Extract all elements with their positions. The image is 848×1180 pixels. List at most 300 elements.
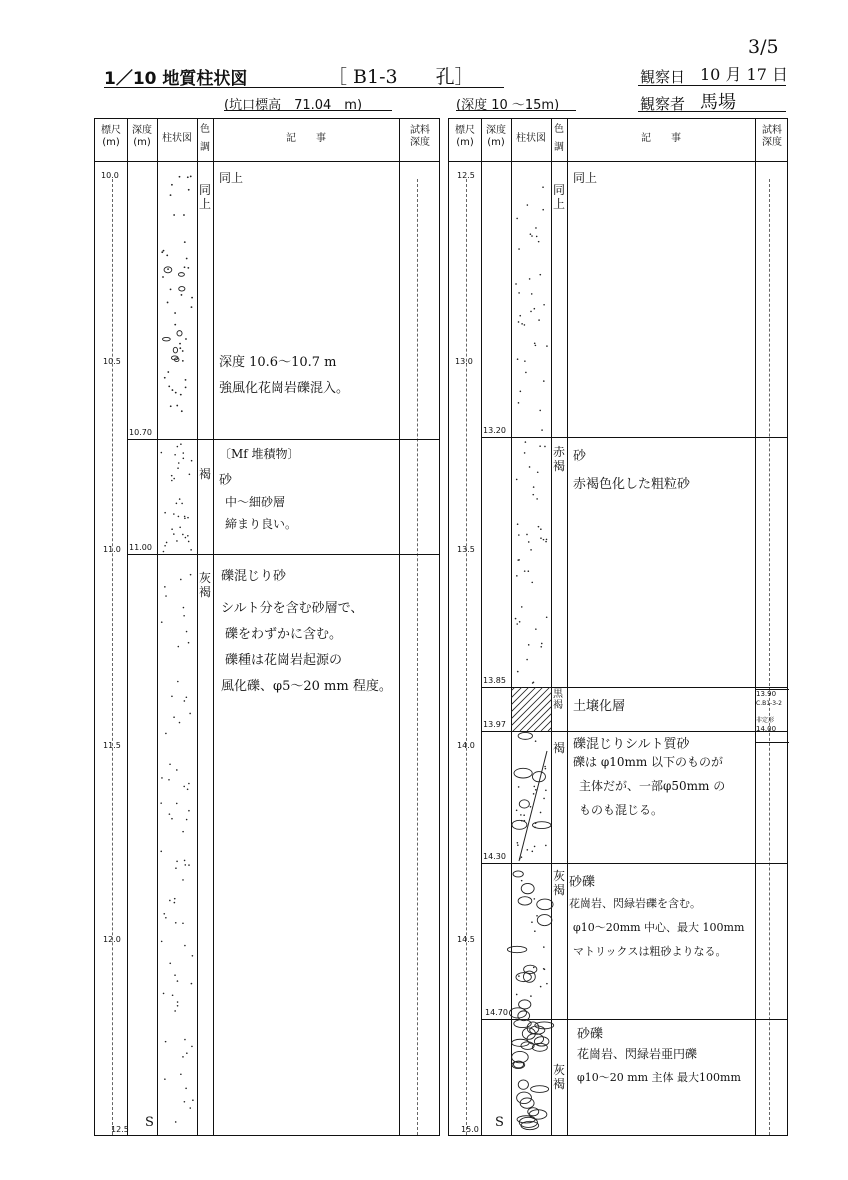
sand-dot — [517, 842, 519, 844]
sand-dot — [163, 250, 165, 252]
note-line: 花崗岩、閃緑岩礫を含む。 — [569, 897, 701, 910]
note-line: ものも混じる。 — [579, 803, 664, 817]
sand-dot — [545, 789, 547, 791]
sand-dot — [171, 695, 173, 697]
sand-dot — [518, 786, 520, 788]
color-tone: 黒 褐 — [553, 689, 563, 711]
gravel-clast — [532, 822, 550, 829]
boundary-depth: 13.97 — [483, 720, 506, 729]
sand-dot — [527, 849, 529, 851]
sand-dot — [173, 513, 175, 515]
sand-dot — [182, 360, 184, 362]
sand-dot — [174, 974, 176, 976]
sand-dot — [531, 582, 533, 584]
note-line: 礫は φ10mm 以下のものが — [573, 755, 724, 769]
sand-dot — [168, 385, 170, 387]
col-divider — [399, 119, 400, 1135]
sand-dot — [184, 517, 186, 519]
sand-dot — [516, 994, 518, 996]
gravel-clast — [531, 1086, 549, 1093]
sand-dot — [185, 387, 187, 389]
sand-dot — [520, 391, 522, 393]
sand-dot — [166, 542, 168, 544]
sand-dot — [536, 498, 538, 500]
sand-dot — [169, 763, 171, 765]
sand-dot — [518, 321, 520, 323]
sand-dot — [173, 716, 175, 718]
sand-dot — [180, 443, 182, 445]
color-header: 色 調 — [200, 124, 210, 153]
bottom-mark: S — [145, 1115, 154, 1130]
sand-dot — [174, 902, 176, 904]
note-line: 礫混じりシルト質砂 — [573, 737, 690, 752]
note-line: 深度 10.6～10.7 m — [219, 355, 337, 370]
sand-dot — [528, 644, 530, 646]
sand-dot — [516, 623, 518, 625]
sand-dot — [520, 814, 522, 816]
page-title: 1／10 地質柱状図 — [104, 69, 248, 89]
header-divider — [449, 161, 787, 162]
sand-dot — [546, 345, 548, 347]
note-line: 中～細砂層 — [225, 495, 286, 509]
note-line: 同上 — [219, 171, 244, 185]
sand-dot — [526, 659, 528, 661]
sand-dot — [191, 983, 193, 985]
sand-dot — [524, 570, 526, 572]
gravel-clast — [519, 1000, 531, 1009]
sand-dot — [177, 1001, 179, 1003]
boundary-depth: 14.70 — [485, 1008, 508, 1017]
sand-dot — [535, 628, 537, 630]
sand-dot — [188, 541, 190, 543]
sand-dot — [525, 441, 527, 443]
sand-dot — [184, 241, 186, 243]
sand-dot — [531, 921, 533, 923]
gravel-clast — [173, 347, 177, 353]
scale-tick-label: 11.5 — [103, 741, 121, 750]
note-line: 風化礫、φ5～20 mm 程度。 — [221, 679, 392, 694]
sand-dot — [188, 810, 190, 812]
soil-hatch — [506, 687, 550, 731]
boundary-depth: 14.30 — [483, 852, 506, 861]
sand-dot — [516, 809, 518, 811]
sand-dot — [543, 539, 545, 541]
sand-dot — [191, 297, 193, 299]
sand-dot — [525, 372, 527, 374]
sand-dot — [537, 471, 539, 473]
col-divider — [127, 119, 128, 1135]
sand-dot — [541, 643, 543, 645]
gravel-clast — [535, 1022, 554, 1029]
note-line: 砂 — [219, 473, 233, 488]
sand-dot — [533, 486, 535, 488]
sand-dot — [517, 559, 519, 561]
color-tone: 褐 — [553, 741, 566, 755]
sand-dot — [183, 214, 185, 216]
sand-dot — [175, 867, 177, 869]
sand-dot — [183, 607, 185, 609]
sand-dot — [544, 446, 546, 448]
sand-dot — [189, 473, 191, 475]
sand-dot — [184, 1039, 186, 1041]
sand-dot — [539, 445, 541, 447]
sand-dot — [187, 517, 189, 519]
sand-dot — [529, 466, 531, 468]
sand-dot — [175, 922, 177, 924]
sand-dot — [182, 452, 184, 454]
scale-tick-label: 11.0 — [103, 545, 121, 554]
sand-dot — [185, 338, 187, 340]
sand-dot — [538, 319, 540, 321]
sand-dot — [161, 621, 163, 623]
sample-depth-bottom: 14.00 — [756, 725, 777, 733]
color-tone: 灰 褐 — [199, 571, 212, 599]
sand-dot — [538, 526, 540, 528]
sand-dot — [189, 1107, 191, 1109]
sand-dot — [543, 380, 545, 382]
sand-dot — [526, 534, 528, 536]
sand-dot — [167, 371, 169, 373]
sand-dot — [160, 851, 162, 853]
sample-header: 試料 深度 — [762, 125, 782, 148]
sand-dot — [515, 618, 517, 620]
note-line: 〔Mf 堆積物〕 — [219, 447, 300, 461]
sand-dot — [174, 898, 176, 900]
sand-dot — [176, 861, 178, 863]
sand-dot — [177, 681, 179, 683]
sand-dot — [192, 1099, 194, 1101]
gravel-clast — [537, 899, 553, 910]
sand-dot — [534, 846, 536, 848]
sand-dot — [182, 922, 184, 924]
gravel-clast — [518, 732, 532, 739]
date-underline — [638, 85, 786, 86]
note-line: 強風化花崗岩礫混入。 — [219, 381, 350, 396]
sand-dot — [184, 266, 186, 268]
sand-dot — [517, 671, 519, 673]
sand-dot — [534, 308, 536, 310]
sample-box — [756, 689, 789, 743]
sample-guide — [417, 179, 418, 1135]
sand-dot — [535, 789, 537, 791]
notes-header: 記 事 — [286, 133, 326, 144]
header-divider — [95, 161, 439, 162]
sand-dot — [535, 227, 537, 229]
sand-dot — [536, 915, 538, 917]
note-line: 赤褐色化した粗粒砂 — [573, 477, 691, 492]
sand-dot — [175, 392, 177, 394]
sand-dot — [535, 740, 537, 742]
sand-dot — [530, 995, 532, 997]
sand-dot — [188, 189, 190, 191]
gravel-clast — [521, 883, 534, 893]
sand-dot — [172, 389, 174, 391]
gravel-clast — [518, 897, 532, 905]
scale-tick-label: 13.5 — [457, 545, 475, 554]
sand-dot — [546, 616, 548, 618]
right-column-pattern — [511, 161, 551, 1135]
sand-dot — [184, 700, 186, 702]
sand-dot — [179, 347, 181, 349]
gravel-clast — [512, 1039, 529, 1046]
sand-dot — [542, 209, 544, 211]
depth-header: 深度 (m) — [486, 125, 506, 148]
right-log-table — [448, 118, 788, 1136]
color-header: 色 調 — [554, 124, 564, 153]
sample-id: C.B1-3-2 — [756, 700, 782, 707]
scale-header: 標尺 (m) — [101, 125, 121, 148]
sand-dot — [532, 851, 534, 853]
col-divider — [755, 119, 756, 1135]
soil-hatch — [513, 687, 557, 731]
gravel-clast — [162, 337, 170, 341]
sand-dot — [176, 803, 178, 805]
sand-dot — [540, 646, 542, 648]
sand-dot — [518, 402, 520, 404]
column-header: 柱状図 — [516, 133, 546, 144]
color-tone: 褐 — [199, 467, 212, 481]
sand-dot — [167, 302, 169, 304]
boundary-depth: 11.00 — [129, 543, 152, 552]
sand-dot — [186, 258, 188, 260]
sand-dot — [540, 528, 542, 530]
sand-dot — [161, 452, 163, 454]
col-divider — [551, 119, 552, 1135]
sand-dot — [544, 766, 546, 768]
boundary-depth: 13.20 — [483, 426, 506, 435]
sand-dot — [187, 535, 189, 537]
gravel-clast — [514, 768, 532, 778]
sand-dot — [542, 186, 544, 188]
sand-dot — [163, 913, 165, 915]
scale-guide — [112, 179, 113, 1135]
sand-dot — [528, 570, 530, 572]
sand-dot — [164, 377, 166, 379]
sand-dot — [530, 549, 532, 551]
sample-depth-top: 13.90 — [756, 690, 777, 698]
sand-dot — [184, 1101, 186, 1103]
sand-dot — [528, 541, 530, 543]
sand-dot — [516, 479, 518, 481]
sand-dot — [161, 777, 163, 779]
sand-dot — [188, 864, 190, 866]
sand-dot — [540, 537, 542, 539]
color-tone: 同 上 — [199, 183, 212, 211]
note-line: φ10～20 mm 主体 最大100mm — [577, 1071, 741, 1084]
notes-header: 記 事 — [641, 133, 681, 144]
sand-dot — [177, 446, 179, 448]
gravel-clast — [513, 871, 523, 877]
sand-dot — [189, 713, 191, 715]
sand-dot — [191, 460, 193, 462]
note-line: 砂礫 — [577, 1027, 604, 1042]
sand-dot — [163, 551, 165, 553]
sand-dot — [177, 467, 179, 469]
sand-dot — [545, 768, 547, 770]
sand-dot — [185, 379, 187, 381]
sand-dot — [543, 304, 545, 306]
sand-dot — [171, 480, 173, 482]
sand-dot — [184, 945, 186, 947]
col-divider — [213, 119, 214, 1135]
sand-dot — [186, 819, 188, 821]
sand-dot — [188, 783, 190, 785]
sand-dot — [169, 963, 171, 965]
scale-tick-label: 12.0 — [103, 935, 121, 944]
sand-dot — [166, 255, 168, 257]
scale-header: 標尺 (m) — [455, 125, 475, 148]
gravel-clast — [179, 287, 185, 291]
depth-range: (深度 10 ～15m) — [456, 98, 560, 113]
sand-dot — [176, 405, 178, 407]
collar-underline — [224, 110, 392, 111]
color-tone: 同 上 — [553, 183, 566, 211]
note-line: 主体だが、一部φ50mm の — [579, 779, 726, 793]
sand-dot — [530, 233, 532, 235]
scale-tick-label: 13.0 — [455, 357, 473, 366]
sand-dot — [527, 204, 529, 206]
sand-dot — [516, 575, 518, 577]
sand-dot — [533, 786, 535, 788]
sand-dot — [190, 574, 192, 576]
sand-dot — [531, 293, 533, 295]
sand-dot — [187, 788, 189, 790]
page-number: 3/5 — [748, 36, 779, 58]
sand-dot — [517, 844, 519, 846]
sand-dot — [167, 268, 169, 270]
sand-dot — [183, 458, 185, 460]
sand-dot — [531, 235, 533, 237]
sand-dot — [518, 292, 520, 294]
sand-dot — [519, 621, 521, 623]
scale-tick-label: 14.0 — [457, 741, 475, 750]
note-line: 締まり良い。 — [225, 517, 298, 531]
note-line: φ10～20mm 中心、最大 100mm — [573, 921, 745, 934]
sand-dot — [532, 494, 534, 496]
color-tone: 赤 褐 — [553, 445, 566, 473]
sand-dot — [180, 394, 182, 396]
sand-dot — [177, 980, 179, 982]
sand-dot — [534, 930, 536, 932]
sand-dot — [185, 1088, 187, 1090]
note-line: 礫混じり砂 — [221, 569, 287, 584]
scale-guide — [466, 179, 467, 1135]
obs-date-value: 10 月 17 日 — [700, 65, 788, 84]
sand-dot — [179, 498, 181, 500]
sand-dot — [174, 454, 176, 456]
sand-dot — [182, 1056, 184, 1058]
sand-dot — [524, 324, 526, 326]
sand-dot — [517, 358, 519, 360]
sand-dot — [521, 856, 523, 858]
sand-dot — [176, 540, 178, 542]
sand-dot — [175, 1121, 177, 1123]
sand-dot — [534, 342, 536, 344]
sand-dot — [186, 1052, 188, 1054]
sand-dot — [523, 814, 525, 816]
sand-dot — [173, 478, 175, 480]
sand-dot — [191, 1046, 193, 1048]
sand-dot — [530, 806, 532, 808]
scale-tick-label: 10.5 — [103, 357, 121, 366]
sand-dot — [517, 523, 519, 525]
sand-dot — [539, 274, 541, 276]
boundary-depth: 10.70 — [129, 428, 152, 437]
sand-dot — [544, 968, 546, 970]
sand-dot — [161, 251, 163, 253]
sand-dot — [543, 946, 545, 948]
note-line: 土壌化層 — [573, 699, 626, 714]
sand-dot — [182, 534, 184, 536]
sand-dot — [171, 528, 173, 530]
col-divider — [197, 119, 198, 1135]
sand-dot — [545, 541, 547, 543]
sand-dot — [173, 214, 175, 216]
sand-dot — [546, 983, 548, 985]
obs-date-label: 観察日 — [640, 68, 686, 86]
sand-dot — [180, 579, 182, 581]
soil-hatch — [527, 687, 571, 731]
observer-underline — [638, 111, 786, 112]
sand-dot — [161, 941, 163, 943]
sand-dot — [164, 512, 166, 514]
sand-dot — [529, 278, 531, 280]
sand-dot — [521, 606, 523, 608]
scale-tick-label: 14.5 — [457, 935, 475, 944]
sand-dot — [192, 955, 194, 957]
gravel-clast — [507, 946, 526, 952]
sand-dot — [181, 294, 183, 296]
sand-dot — [171, 184, 173, 186]
collar-label: (坑口標高 71.04 m) — [224, 98, 363, 113]
sand-dot — [536, 236, 538, 238]
title-underline — [104, 87, 504, 88]
sand-dot — [181, 503, 183, 505]
sand-dot — [170, 405, 172, 407]
sand-dot — [169, 900, 171, 902]
sand-dot — [178, 462, 180, 464]
scale-tick-label: 15.0 — [461, 1125, 479, 1134]
sand-dot — [179, 343, 181, 345]
sand-dot — [165, 917, 167, 919]
sand-dot — [186, 631, 188, 633]
sand-dot — [540, 986, 542, 988]
left-log-table — [94, 118, 440, 1136]
note-line: マトリックスは粗砂よりなる。 — [573, 945, 727, 958]
sand-dot — [187, 267, 189, 269]
sand-dot — [524, 452, 526, 454]
col-divider — [481, 119, 482, 1135]
range-underline — [456, 110, 576, 111]
note-line: 砂 — [573, 449, 587, 464]
note-line: 同上 — [573, 171, 598, 185]
gravel-clast — [513, 1061, 523, 1068]
note-line: 砂礫 — [569, 875, 596, 890]
sand-dot — [164, 1078, 166, 1080]
gravel-clast — [537, 915, 552, 926]
sand-dot — [179, 176, 181, 178]
sand-dot — [183, 786, 185, 788]
sand-dot — [543, 798, 545, 800]
sand-dot — [182, 879, 184, 881]
sand-dot — [182, 831, 184, 833]
sand-dot — [541, 429, 543, 431]
sand-dot — [170, 194, 172, 196]
sand-dot — [182, 350, 184, 352]
color-tone: 灰 褐 — [553, 1063, 566, 1091]
depth-header: 深度 (m) — [132, 125, 152, 148]
sand-dot — [184, 864, 186, 866]
